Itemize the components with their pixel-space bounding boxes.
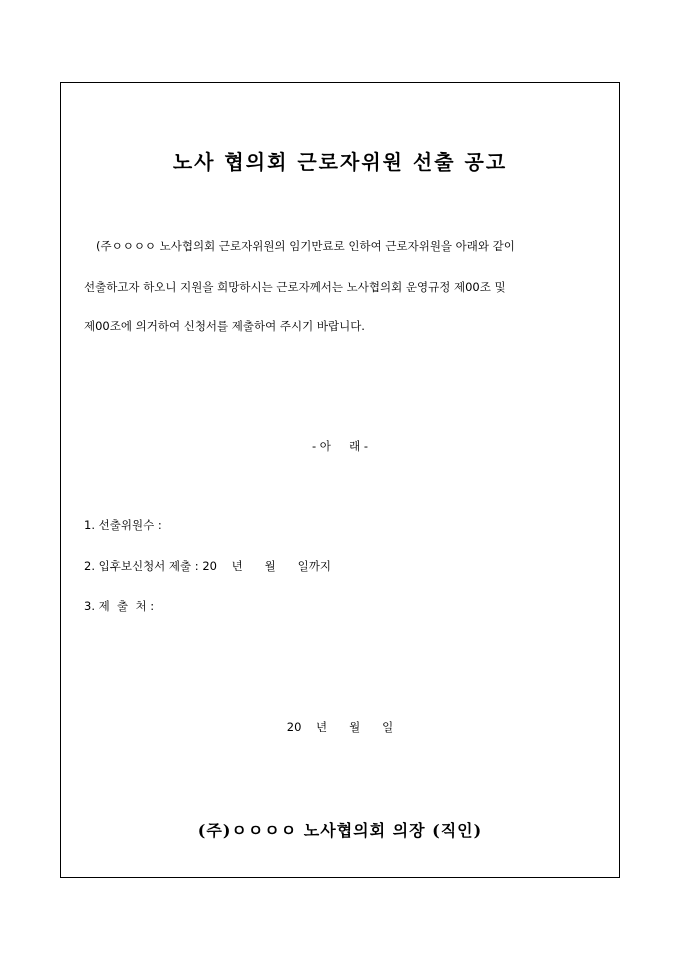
paragraph-line-2: 선출하고자 하오니 지원을 희망하시는 근로자께서는 노사협의회 운영규정 제00조 및 bbox=[84, 280, 506, 294]
item-submission-place: 3. 제 출 처 : bbox=[84, 599, 155, 613]
paragraph-line-3: 제00조에 의거하여 신청서를 제출하여 주시기 바랍니다. bbox=[84, 319, 365, 333]
paragraph-line-1: (주ㅇㅇㅇㅇ 노사협의회 근로자위원의 임기만료로 인하여 근로자위원을 아래와 같이 bbox=[96, 239, 515, 253]
notice-date: 20 년 월 일 bbox=[286, 720, 394, 734]
item-elected-count: 1. 선출위원수 : bbox=[84, 518, 162, 532]
document-border bbox=[60, 82, 620, 878]
signature-line: (주)ㅇㅇㅇㅇ 노사협의회 의장 (직인) bbox=[197, 821, 483, 840]
below-heading: - 아 래 - bbox=[311, 439, 369, 453]
item-application-deadline: 2. 입후보신청서 제출 : 20 년 월 일까지 bbox=[84, 559, 332, 573]
notice-title: 노사 협의회 근로자위원 선출 공고 bbox=[172, 150, 508, 174]
